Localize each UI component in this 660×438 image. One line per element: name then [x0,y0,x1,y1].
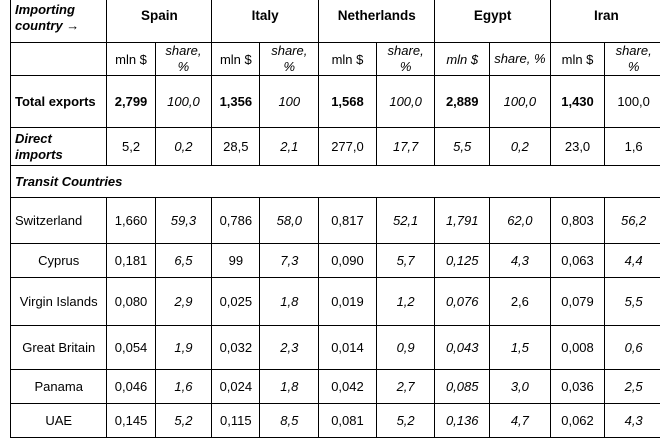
row-label-virgin-islands: Virgin Islands [11,278,107,326]
cell-value: 1,568 [319,76,377,128]
unit-mln: mln $ [212,43,260,76]
unit-mln: mln $ [550,43,605,76]
cell-value: 0,181 [107,244,155,278]
cell-value: 0,024 [212,370,260,404]
row-label-cyprus: Cyprus [11,244,107,278]
cell-value: 0,046 [107,370,155,404]
cell-value: 2,9 [155,278,212,326]
cell-value: 0,081 [319,404,377,438]
cell-value: 1,2 [376,278,435,326]
cell-value: 0,025 [212,278,260,326]
row-label-switzerland: Switzerland [11,198,107,244]
cell-value: 0,079 [550,278,605,326]
cell-value: 52,1 [376,198,435,244]
cell-value: 0,063 [550,244,605,278]
unit-header-row [11,43,660,76]
cell-value: 5,2 [107,128,155,166]
cell-value: 1,6 [605,128,660,166]
cell-value: 0,115 [212,404,260,438]
cell-value: 0,817 [319,198,377,244]
cell-value: 5,2 [376,404,435,438]
table-row [11,128,660,166]
cell-value: 0,008 [550,326,605,370]
row-label-panama: Panama [11,370,107,404]
cell-value: 5,2 [155,404,212,438]
cell-value: 0,125 [435,244,490,278]
cell-value: 23,0 [550,128,605,166]
country-header-row [11,0,660,43]
country-italy: Italy [212,0,319,43]
cell-value: 0,2 [489,128,550,166]
cell-value: 0,786 [212,198,260,244]
cell-value: 0,090 [319,244,377,278]
cell-value: 0,136 [435,404,490,438]
unit-share: share, % [605,43,660,76]
cell-value: 5,7 [376,244,435,278]
cell-value: 100,0 [376,76,435,128]
cell-value: 100,0 [489,76,550,128]
section-row [11,166,660,198]
unit-mln: mln $ [435,43,490,76]
cell-value: 1,430 [550,76,605,128]
cell-value: 4,7 [489,404,550,438]
cell-value: 0,085 [435,370,490,404]
unit-share: share, % [260,43,319,76]
table-row [11,278,660,326]
cell-value: 277,0 [319,128,377,166]
row-label-total-exports: Total exports [11,76,107,128]
table-row [11,76,660,128]
cell-value: 3,0 [489,370,550,404]
table-row [11,370,660,404]
cell-value: 5,5 [605,278,660,326]
cell-value: 0,9 [376,326,435,370]
cell-value: 56,2 [605,198,660,244]
country-spain: Spain [107,0,212,43]
cell-value: 0,6 [605,326,660,370]
cell-value: 4,3 [605,404,660,438]
cell-value: 58,0 [260,198,319,244]
country-iran: Iran [550,0,660,43]
cell-value: 0,042 [319,370,377,404]
cell-value: 0,2 [155,128,212,166]
cell-value: 1,8 [260,370,319,404]
cell-value: 1,6 [155,370,212,404]
table-row [11,326,660,370]
unit-share: share, % [155,43,212,76]
cell-value: 17,7 [376,128,435,166]
row-label-great-britain: Great Britain [11,326,107,370]
cell-value: 1,791 [435,198,490,244]
cell-value: 4,3 [489,244,550,278]
table-row [11,404,660,438]
cell-value: 1,5 [489,326,550,370]
cell-value: 0,014 [319,326,377,370]
cell-value: 1,660 [107,198,155,244]
cell-value: 4,4 [605,244,660,278]
table-row [11,244,660,278]
cell-value: 0,145 [107,404,155,438]
country-netherlands: Netherlands [319,0,435,43]
cell-value: 2,799 [107,76,155,128]
cell-value: 0,054 [107,326,155,370]
cell-value: 8,5 [260,404,319,438]
cell-value: 7,3 [260,244,319,278]
cell-value: 0,036 [550,370,605,404]
cell-value: 6,5 [155,244,212,278]
cell-value: 62,0 [489,198,550,244]
cell-value: 1,8 [260,278,319,326]
cell-value: 0,043 [435,326,490,370]
row-label-direct-imports: Direct imports [11,128,107,166]
cell-value: 0,076 [435,278,490,326]
row-label-uae: UAE [11,404,107,438]
unit-share: share, % [376,43,435,76]
cell-value: 2,7 [376,370,435,404]
section-label-transit-countries: Transit Countries [11,166,660,198]
cell-value: 100,0 [155,76,212,128]
empty-cell [11,43,107,76]
cell-value: 0,080 [107,278,155,326]
cell-value: 2,3 [260,326,319,370]
unit-share: share, % [489,43,550,76]
cell-value: 2,6 [489,278,550,326]
cell-value: 0,803 [550,198,605,244]
cell-value: 1,9 [155,326,212,370]
table-row [11,198,660,244]
cell-value: 0,019 [319,278,377,326]
cell-value: 99 [212,244,260,278]
trade-table [10,0,660,438]
cell-value: 5,5 [435,128,490,166]
cell-value: 100,0 [605,76,660,128]
cell-value: 0,032 [212,326,260,370]
cell-value: 2,5 [605,370,660,404]
cell-value: 0,062 [550,404,605,438]
cell-value: 2,889 [435,76,490,128]
unit-mln: mln $ [319,43,377,76]
row-label-header: Importing country → [11,0,107,43]
cell-value: 1,356 [212,76,260,128]
unit-mln: mln $ [107,43,155,76]
cell-value: 2,1 [260,128,319,166]
cell-value: 100 [260,76,319,128]
country-egypt: Egypt [435,0,550,43]
cell-value: 59,3 [155,198,212,244]
cell-value: 28,5 [212,128,260,166]
